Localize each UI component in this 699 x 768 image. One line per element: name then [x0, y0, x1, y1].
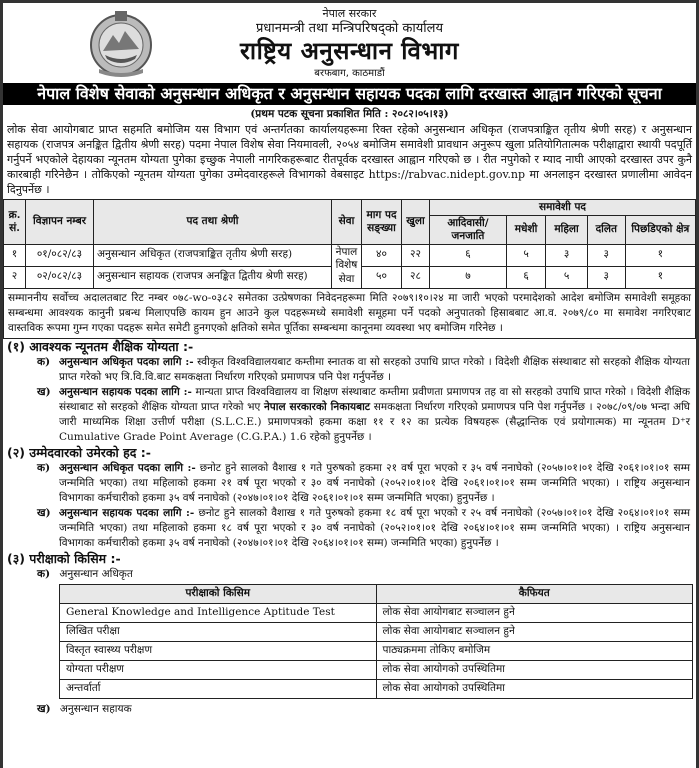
cell-adibasi: ६ [430, 244, 507, 266]
cell-remark: लोक सेवा आयोगबाट सञ्चालन हुने [376, 603, 693, 622]
cell-exam-type: योग्यता परीक्षण [60, 660, 377, 679]
table-note-row [4, 288, 696, 338]
col-adibasi: आदिवासी/जनजाति [430, 215, 507, 244]
cell-ad-no: ०१/०८२/८३ [26, 244, 94, 266]
subsection-label: अनुसन्धान सहायक [59, 702, 132, 715]
cell-madhesi: ५ [506, 244, 545, 266]
col-pichhadieko: पिछडिएको क्षेत्र [625, 215, 695, 244]
court-order-note: सम्माननीय सर्वोच्च अदालतबाट रिट नम्बर ०७८-wo-०३८२ समेतका उत्प्रेषणका निवेदनहरूमा मिति २०७९।१०।२४ मा जारी भएको परमादेशको आदेश बमोजिम समावेशी समूहका सम्बन्धमा आवश्यक कानुनी प्रबन्ध मिलाएपछि कायम हुन आउने कुल पदहरूमध्ये समावेशी समूहमा पर्ने पदको अनुपातको हिसाबबाट आ.व. २०७९/८० मा समावेश नगरिएबाट वास्तविक रूपमा गुम्न गएका पदहरू समेत समेटी हुनगएको क्षतिको समेत पूर्तिका सम्बन्धमा कानूनमा व्यवस्था भए बमोजिम गरिनेछ । [4, 288, 696, 338]
cell-service: नेपाल विशेष सेवा [332, 244, 362, 288]
subsection-assistant [7, 702, 692, 717]
item-label: अनुसन्धान सहायक पदका लागि :- [59, 385, 192, 398]
item-text: मान्यता प्राप्त विश्वविद्यालय वा शिक्षण संस्थाबाट कम्तीमा प्रवीणता प्रमाणपत्र तह वा सो सरहको उपाधि प्राप्त गरेको । विदेशी शैक्षिक संस्थाबाट सो सरहको शैक्षिक योग्यता प्राप्त गरेको भए [59, 385, 691, 413]
item-marker: क) [37, 355, 51, 368]
table-row [60, 660, 693, 679]
cell-remark: लोक सेवा आयोगको उपस्थितिमा [376, 679, 693, 698]
col-demand: माग पद सङ्ख्या [362, 199, 402, 244]
cell-ad-no: ०२/०८२/८३ [26, 266, 94, 288]
cell-adibasi: ७ [430, 266, 507, 288]
cell-remark: लोक सेवा आयोगको उपस्थितिमा [376, 660, 693, 679]
section-heading: (३) परीक्षाको किसिम :- [7, 550, 121, 566]
item-label: अनुसन्धान सहायक पदका लागि :- [59, 506, 195, 519]
item-text: समकक्षता निर्धारण गरिएको प्रमाणपत्र पनि पेश गर्नुपर्नेछ । २०७८/०९/०७ भन्दा अघि जारी माध्यमिक शिक्षा उत्तीर्ण परीक्षा (S.L.C.E.) प्रमाणपत्रको हकमा कक्षा ११ र १२ का प्रत्येक विषयहरू (सैद्धान्तिक एवं प्रयोगात्मक) मा न्यूनतम D⁺र Cumulative Grade Point Average (C.G.P.A.) 1.6 रहेको हुनुपर्नेछ । [59, 400, 691, 443]
vacancy-table [3, 199, 696, 339]
cell-post: अनुसन्धान सहायक (राजपत्र अनङ्कित द्वितीय श्रेणी सरह) [94, 266, 332, 288]
cell-mahila: ५ [546, 266, 588, 288]
notice-title-banner: नेपाल विशेष सेवाको अनुसन्धान अधिकृत र अनुसन्धान सहायक पदका लागि दरखास्त आह्वान गरिएको सूचना [3, 83, 696, 105]
cell-exam-type: General Knowledge and Intelligence Aptitude Test [60, 603, 377, 622]
cell-dalit: ३ [587, 266, 625, 288]
intro-paragraph: लोक सेवा आयोगबाट प्राप्त सहमति बमोजिम यस विभाग एवं अन्तर्गतका कार्यालयहरूमा रिक्त रहेको अनुसन्धान अधिकृत (राजपत्राङ्कित तृतीय श्रेणी सरह) र अनुसन्धान सहायक (राजपत्र अनङ्कित द्वितीय श्रेणी सरह) पदमा नेपाल विशेष सेवा नियमावली, २०५४ बमोजिम समावेशी प्रावधान अनुरूप खुला प्रतियोगितात्मक परीक्षाद्वारा स्थायी पदपूर्ति गर्नुपर्ने भएकोले देहायका न्यूनतम योग्यता पुगेका इच्छुक नेपाली नागरिकहरूबाट रीतपूर्वक दरखास्त आह्वान गरिएको छ । रीत नपुगेको र म्याद नाघी आएको दरखास्त उपर कुनै कारबाही गरिनेछैन । तोकिएको न्यूनतम योग्यता पुगेका उम्मेदवारहरूले विभागको वेबसाइट https://rabvac.nidept.gov.np मा अनलाइन दरखास्त प्रणालीमा आवेदन दिनुपर्नेछ । [7, 122, 692, 196]
cell-pichhadieko: १ [625, 266, 695, 288]
list-item [7, 461, 692, 506]
government-name: नेपाल सरकार [322, 7, 377, 20]
letterhead [3, 3, 696, 83]
table-row [60, 622, 693, 641]
item-label: अनुसन्धान अधिकृत पदका लागि :- [59, 355, 194, 368]
section-age-limit [3, 445, 696, 551]
col-remark: कैफियत [376, 584, 693, 603]
cell-pichhadieko: १ [625, 244, 695, 266]
subsection-label: अनुसन्धान अधिकृत [59, 567, 133, 580]
list-item [7, 506, 692, 551]
table-row [60, 641, 693, 660]
cell-sn: २ [4, 266, 26, 288]
cell-dalit: ३ [587, 244, 625, 266]
section-exam-type [3, 551, 696, 717]
cell-open: २८ [402, 266, 430, 288]
cell-exam-type: अन्तर्वार्ता [60, 679, 377, 698]
item-marker: ख) [37, 506, 51, 519]
col-post: पद तथा श्रेणी [94, 199, 332, 244]
item-marker: ख) [37, 385, 51, 398]
publication-date: (प्रथम पटक सूचना प्रकाशित मिति : २०८२।०५।१३) [250, 108, 449, 120]
item-text: छनोट हुने सालको वैशाख १ गते पुरुषको हकमा १८ वर्ष पूरा भएको र २५ वर्ष ननाघेको (२०५७।०१।०१ देखि २०६४।०१।०१ सम्म जन्ममिति भएका) तथा महिलाको हकमा १८ वर्ष पूरा भएको र ३० वर्ष ननाघेको (२०५२।०१।०१ देखि २०६४।०१।०१ सम्म जन्ममिति भएका) । राष्ट्रिय अनुसन्धान विभागका कर्मचारीको हकमा ३५ वर्ष ननाघेको (२०४७।०१।०१ देखि २०६४।०१।०१ सम्म) जन्ममिति भएका) हुनुपर्नेछ । [59, 506, 690, 549]
section-heading: (२) उम्मेदवारको उमेरको हद :- [7, 444, 151, 460]
exam-table [59, 584, 693, 699]
col-madhesi: मधेशी [506, 215, 545, 244]
cell-demand: ५० [362, 266, 402, 288]
col-ad-no: विज्ञापन नम्बर [26, 199, 94, 244]
subsection-officer [7, 567, 692, 582]
col-inclusive: समावेशी पद [430, 199, 696, 215]
item-text: छनोट हुने सालको वैशाख १ गते पुरुषको हकमा २१ वर्ष पूरा भएको र ३५ वर्ष ननाघेको (२०५७।०१।०१ देखि २०६१।०१।०१ सम्म जन्ममिति भएका) तथा महिलाको हकमा २१ वर्ष पूरा भएको र ३० वर्ष ननाघेको (२०५२।०१।०१ देखि २०६१।०१।०१ सम्म जन्ममिति भएका) । राष्ट्रिय अनुसन्धान विभागका कर्मचारीको हकमा ३५ वर्ष ननाघेको (२०४७।०१।०१ देखि २०६१।०१।०१ सम्म जन्ममिति भएका) हुनुपर्नेछ । [59, 461, 690, 504]
item-emphasis: नेपाल सरकारको निकायबाट [263, 400, 371, 413]
section-heading: (१) आवश्यक न्यूनतम शैक्षिक योग्यता :- [7, 338, 194, 354]
cell-post: अनुसन्धान अधिकृत (राजपत्राङ्कित तृतीय श्रेणी सरह) [94, 244, 332, 266]
department-name: राष्ट्रिय अनुसन्धान विभाग [240, 37, 459, 65]
cell-remark: लोक सेवा आयोगबाट सञ्चालन हुने [376, 622, 693, 641]
cell-madhesi: ६ [506, 266, 545, 288]
col-dalit: दलित [587, 215, 625, 244]
item-marker: क) [37, 567, 51, 580]
item-text: स्वीकृत विश्वविद्यालयबाट कम्तीमा स्नातक वा सो सरहको उपाधि प्राप्त गरेको । विदेशी शैक्षिक संस्थाबाट सो सरहको शैक्षिक योग्यता प्राप्त गरेको भए त्रि.वि.वि.बाट समकक्षता निर्धारण गरिएको प्रमाणपत्र पनि पेश गर्नुपर्नेछ । [59, 355, 691, 383]
cell-remark: पाठ्यक्रममा तोकिए बमोजिम [376, 641, 693, 660]
cell-exam-type: लिखित परीक्षा [60, 622, 377, 641]
cell-open: २२ [402, 244, 430, 266]
col-exam-type: परीक्षाको किसिम [60, 584, 377, 603]
cell-demand: ४० [362, 244, 402, 266]
table-row [60, 679, 693, 698]
table-row [60, 603, 693, 622]
list-item [7, 385, 692, 445]
col-service: सेवा [332, 199, 362, 244]
cell-sn: १ [4, 244, 26, 266]
table-row [4, 244, 696, 266]
item-marker: क) [37, 461, 51, 474]
section-education [3, 339, 696, 445]
cell-mahila: ३ [546, 244, 588, 266]
department-location: बरफबाग, काठमाडौं [314, 68, 385, 79]
cell-exam-type: विस्तृत स्वास्थ्य परीक्षण [60, 641, 377, 660]
item-marker: ख) [37, 702, 51, 715]
col-mahila: महिला [546, 215, 588, 244]
office-name: प्रधानमन्त्री तथा मन्त्रिपरिषद्को कार्यालय [256, 21, 443, 36]
col-open: खुला [402, 199, 430, 244]
col-sn: क्र. सं. [4, 199, 26, 244]
item-label: अनुसन्धान अधिकृत पदका लागि :- [59, 461, 196, 474]
list-item [7, 355, 692, 385]
